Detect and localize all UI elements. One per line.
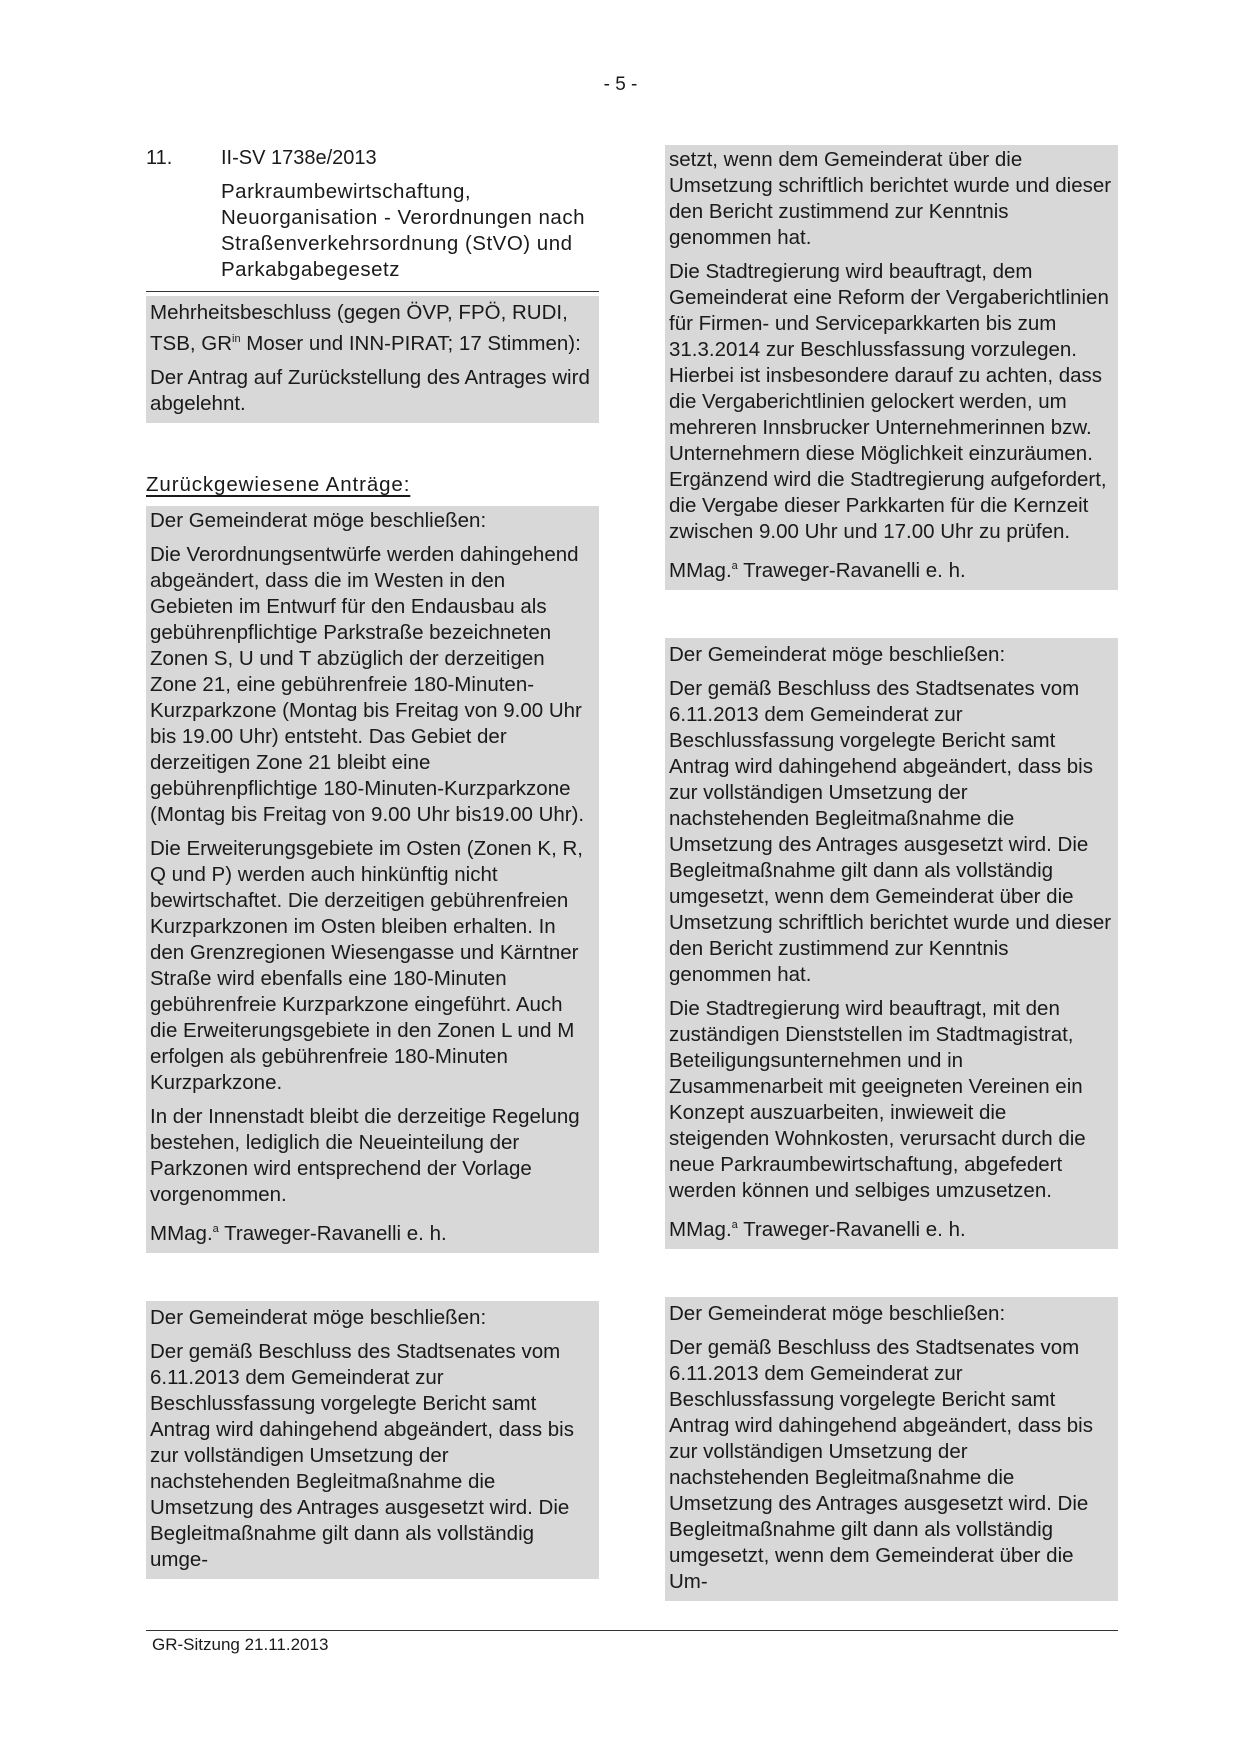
right-column	[665, 145, 1118, 1601]
page-number: - 5 -	[603, 74, 638, 95]
motion-signature: MMag.$^a$ Traweger-Ravanelli e. h.	[150, 1221, 447, 1245]
motion-paragraph: Die Stadtregierung wird beauftragt, mit den zuständigen Dienststellen im Stadtmagistrat, Beteiligungsunternehmen und in Zusammenarbeit mit geeigneten Vereinen ein Konzept auszuarbeiten, inwieweit die steigenden Wohnkosten, verursacht durch die neue Parkraumbewirtschaftung, abgefedert werden können und selbiges umzusetzen.	[669, 996, 1086, 1202]
motion-paragraph: Die Erweiterungsgebiete im Osten (Zonen K, R, Q und P) werden auch hinkünftig nicht bewirtschaftet. Die derzeitigen gebührenfreien Kurzparkzonen im Osten bleiben erhalten. In den Grenzregionen Wiesengasse und Kärntner Straße wird ebenfalls eine 180-Minuten gebührenfreie Kurzparkzone eingeführt. Auch die Erweiterungsgebiete in den Zonen L und M erfolgen als gebührenfreie 180-Minuten Kurzparkzone.	[150, 836, 583, 1094]
decision-text: Mehrheitsbeschluss (gegen ÖVP, FPÖ, RUDI, TSB, $GR^{in}$ Moser und INN-PIRAT; 17 Stimmen):	[150, 301, 581, 355]
motion-paragraph: setzt, wenn dem Gemeinderat über die Umsetzung schriftlich berichtet wurde und dieser den Bericht zustimmend zur Kenntnis genommen hat.	[669, 148, 1112, 249]
left-column	[146, 145, 599, 1579]
agenda-item-header	[146, 145, 599, 171]
decision-result: Der Antrag auf Zurückstellung des Antrages wird abgelehnt.	[150, 365, 590, 415]
title-divider	[146, 291, 599, 292]
item-number: 11.	[146, 147, 173, 169]
motion-box	[146, 506, 599, 1253]
motion-paragraph: In der Innenstadt bleibt die derzeitige Regelung bestehen, lediglich die Neueinteilung der Parkzonen wird entsprechend der Vorlage vorgenommen.	[150, 1104, 580, 1206]
motion-paragraph: Der gemäß Beschluss des Stadtsenates vom 6.11.2013 dem Gemeinderat zur Beschlussfassung vorgelegte Bericht samt Antrag wird dahingehend abgeändert, dass bis zur vollständigen Umsetzung der nachstehenden Begleitmaßnahme die Umsetzung des Antrages ausgesetzt wird. Die Begleitmaßnahme gilt dann als vollständig umgesetzt, wenn dem Gemeinderat über die Um-	[669, 1335, 1093, 1593]
motion-intro: Der Gemeinderat möge beschließen:	[150, 508, 487, 532]
motion-paragraph: Die Stadtregierung wird beauftragt, dem Gemeinderat eine Reform der Vergaberichtlinien für Firmen- und Serviceparkkarten bis zum 31.3.2014 zur Beschlussfassung vorzulegen. Hierbei ist insbesondere darauf zu achten, dass die Vergaberichtlinien gelockert werden, um mehreren Innsbrucker Unternehmerinnen bzw. Unternehmern diese Möglichkeit einzuräumen. Ergänzend wird die Stadtregierung aufgefordert, die Vergabe dieser Parkkarten für die Kernzeit zwischen 9.00 Uhr und 17.00 Uhr zu prüfen.	[669, 260, 1109, 543]
footer-text: GR-Sitzung 21.11.2013	[152, 1635, 329, 1654]
motion-box	[665, 638, 1118, 1249]
motion-intro: Der Gemeinderat möge beschließen:	[669, 1301, 1006, 1325]
motion-intro: Der Gemeinderat möge beschließen:	[669, 642, 1006, 666]
motion-paragraph: Der gemäß Beschluss des Stadtsenates vom 6.11.2013 dem Gemeinderat zur Beschlussfassung vorgelegte Bericht samt Antrag wird dahingehend abgeändert, dass bis zur vollständigen Umsetzung der nachstehenden Begleitmaßnahme die Umsetzung des Antrages ausgesetzt wird. Die Begleitmaßnahme gilt dann als vollständig umgesetzt, wenn dem Gemeinderat über die Umsetzung schriftlich berichtet wurde und dieser den Bericht zustimmend zur Kenntnis genommen hat.	[669, 676, 1112, 986]
decision-box	[146, 296, 599, 423]
section-heading: Zurückgewiesene Anträge:	[146, 472, 411, 496]
motion-paragraph: Der gemäß Beschluss des Stadtsenates vom 6.11.2013 dem Gemeinderat zur Beschlussfassung vorgelegte Bericht samt Antrag wird dahingehend abgeändert, dass bis zur vollständigen Umsetzung der nachstehenden Begleitmaßnahme die Umsetzung des Antrages ausgesetzt wird. Die Begleitmaßnahme gilt dann als vollständig umge-	[150, 1339, 574, 1571]
motion-paragraph: Die Verordnungsentwürfe werden dahingehend abgeändert, dass die im Westen in den Gebieten im Entwurf für den Endausbau als gebührenpflichtige Parkstraße bezeichneten Zonen S, U und T abzüglich der derzeitigen Zone 21, eine gebührenfreie 180-Minuten-Kurzparkzone (Montag bis Freitag von 9.00 Uhr bis 19.00 Uhr) entsteht. Das Gebiet der derzeitigen Zone 21 bleibt eine gebührenpflichtige 180-Minuten-Kurzparkzone (Montag bis Freitag von 9.00 Uhr bis19.00 Uhr).	[150, 542, 585, 826]
motion-signature: MMag.$^a$ Traweger-Ravanelli e. h.	[669, 558, 966, 582]
motion-intro: Der Gemeinderat möge beschließen:	[150, 1305, 487, 1329]
motion-box	[665, 1297, 1118, 1601]
item-title: Parkraumbewirtschaftung, Neuorganisation - Verordnungen nach Straßenverkehrsordnung (StVO) und Parkabgabegesetz	[221, 180, 585, 281]
motion-box	[665, 145, 1118, 590]
motion-box	[146, 1301, 599, 1579]
motion-signature: MMag.$^a$ Traweger-Ravanelli e. h.	[669, 1217, 966, 1241]
item-reference: II-SV 1738e/2013	[221, 147, 377, 169]
footer-divider	[146, 1630, 1118, 1631]
